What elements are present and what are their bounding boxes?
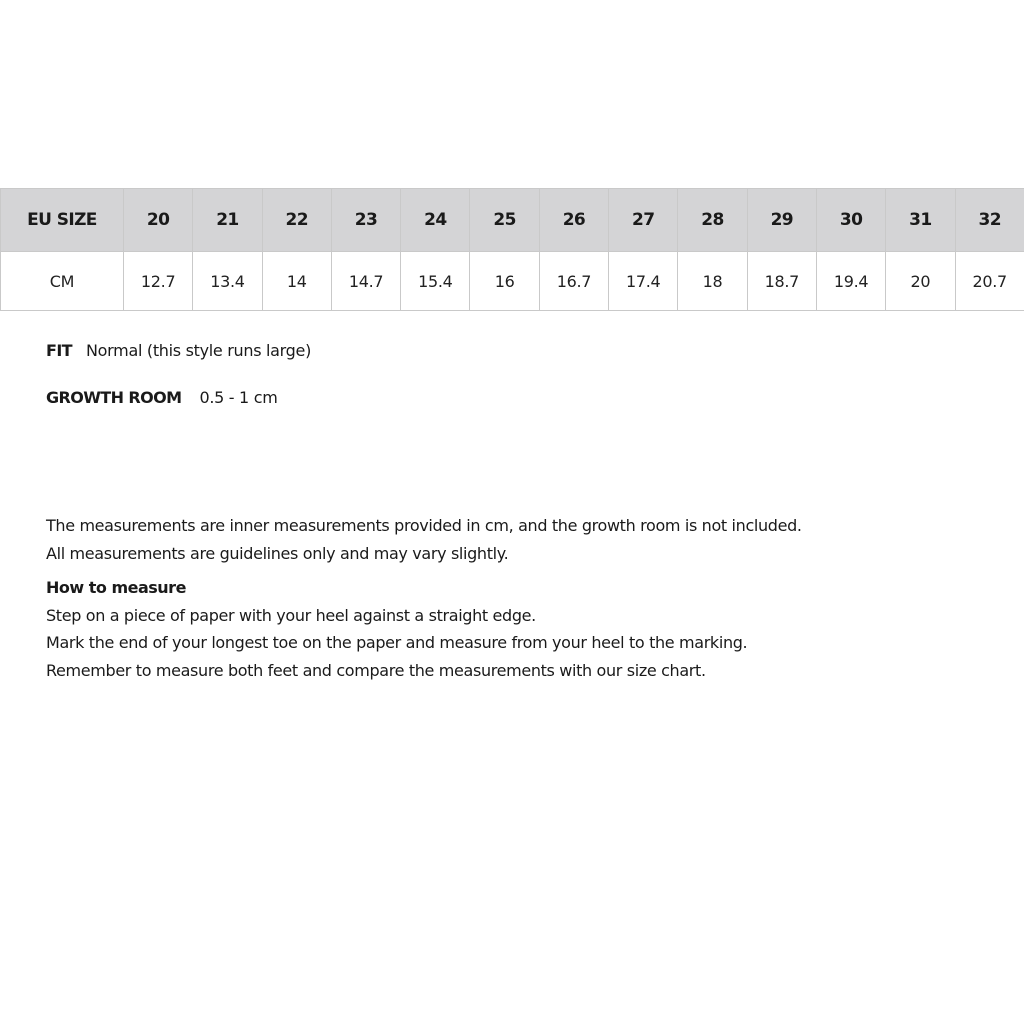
cm-cell: 19.4: [816, 252, 885, 311]
eu-size-cell: 32: [955, 189, 1024, 252]
eu-size-cell: 28: [678, 189, 747, 252]
cm-row: [1, 252, 1024, 311]
cm-cell: 15.4: [401, 252, 470, 311]
fit-value: Normal (this style runs large): [86, 341, 312, 360]
cm-cell: 16: [470, 252, 539, 311]
fit-info: [46, 341, 311, 360]
growth-room-info: [46, 388, 277, 407]
cm-cell: 16.7: [539, 252, 608, 311]
how-to-step-2: Mark the end of your longest toe on the paper and measure from your heel to the marking.: [46, 633, 748, 652]
growth-room-value: 0.5 - 1 cm: [199, 388, 278, 407]
eu-size-cell: 21: [193, 189, 262, 252]
growth-room-label: GROWTH ROOM: [46, 388, 182, 407]
how-to-step-3: Remember to measure both feet and compare the measurements with our size chart.: [46, 660, 706, 680]
eu-size-cell: 31: [886, 189, 955, 252]
cm-cell: 20: [886, 252, 955, 311]
eu-size-cell: 27: [609, 189, 678, 252]
cm-cell: 14: [262, 252, 331, 311]
cm-cell: 20.7: [955, 252, 1024, 311]
eu-size-cell: 20: [124, 189, 193, 252]
how-to-step-1: Step on a piece of paper with your heel against a straight edge.: [46, 605, 536, 625]
eu-size-cell: 22: [262, 189, 331, 252]
eu-size-cell: 25: [470, 189, 539, 252]
size-chart-table: [0, 188, 1024, 311]
cm-cell: 13.4: [193, 252, 262, 311]
note-guidelines: All measurements are guidelines only and may vary slightly.: [46, 543, 509, 563]
fit-label: FIT: [46, 341, 72, 360]
cm-label: CM: [1, 252, 124, 311]
cm-cell: 17.4: [609, 252, 678, 311]
eu-size-cell: 24: [401, 189, 470, 252]
eu-size-cell: 29: [747, 189, 816, 252]
eu-size-label: EU SIZE: [1, 189, 124, 252]
cm-cell: 14.7: [331, 252, 400, 311]
eu-size-cell: 30: [816, 189, 885, 252]
cm-cell: 18.7: [747, 252, 816, 311]
eu-size-cell: 26: [539, 189, 608, 252]
note-inner-measurements: The measurements are inner measurements provided in cm, and the growth room is not included.: [46, 516, 802, 535]
how-to-measure-heading: How to measure: [46, 578, 186, 597]
eu-size-row: [1, 189, 1024, 252]
cm-cell: 18: [678, 252, 747, 311]
eu-size-cell: 23: [331, 189, 400, 252]
cm-cell: 12.7: [124, 252, 193, 311]
measurement-notes: [46, 512, 802, 684]
